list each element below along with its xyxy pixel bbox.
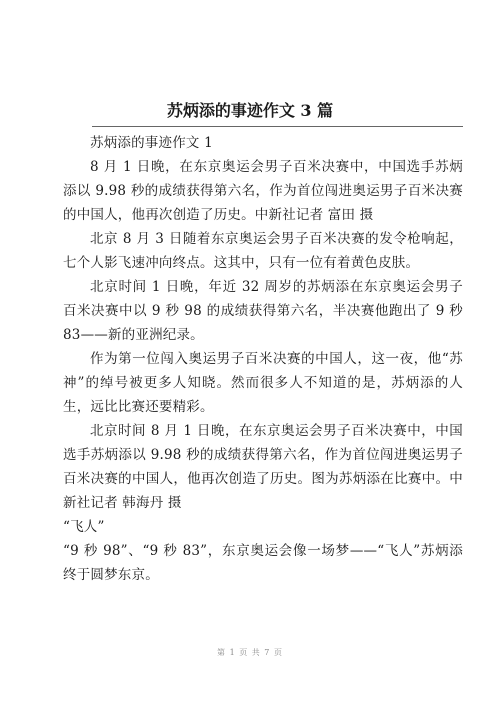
paragraph-1: 8 月 1 日晚，在东京奥运会男子百米决赛中，中国选手苏炳添以 9.98 秒的成绩获得第六名，作为首位闯进奥运男子百米决赛的中国人，他再次创造了历史。中新社记者 富田 摄 <box>63 159 463 223</box>
paragraph-2: 北京 8 月 3 日随着东京奥运会男子百米决赛的发令枪响起，七个人影飞速冲向终点。这其中，只有一位有着黄色皮肤。 <box>63 231 463 271</box>
document-body <box>63 131 463 587</box>
paragraph-4: 作为第一位闯入奥运男子百米决赛的中国人，这一夜，他“苏神”的绰号被更多人知晓。然而很多人不知道的是，苏炳添的人生，远比比赛还要精彩。 <box>63 351 463 415</box>
title-divider <box>92 126 463 127</box>
paragraph-7: “9 秒 98”、“9 秒 83”，东京奥运会像一场梦——“飞人”苏炳添终于圆梦东京。 <box>63 543 463 583</box>
section-heading: 苏炳添的事迹作文 1 <box>90 135 213 151</box>
page-footer: 第 1 页 共 7 页 <box>217 648 283 657</box>
paragraph-3: 北京时间 1 日晚，年近 32 周岁的苏炳添在东京奥运会男子百米决赛中以 9 秒 98 的成绩获得第六名，半决赛他跑出了 9 秒 83——新的亚洲纪录。 <box>63 279 463 343</box>
paragraph-6: “飞人” <box>63 519 105 535</box>
paragraph-5: 北京时间 8 月 1 日晚，在东京奥运会男子百米决赛中，中国选手苏炳添以 9.98 秒的成绩获得第六名，作为首位闯进奥运男子百米决赛的中国人，他再次创造了历史。图为苏炳添在比赛中。中新社记者 韩海丹 摄 <box>63 423 463 511</box>
page-title: 苏炳添的事迹作文 3 篇 <box>166 101 334 120</box>
